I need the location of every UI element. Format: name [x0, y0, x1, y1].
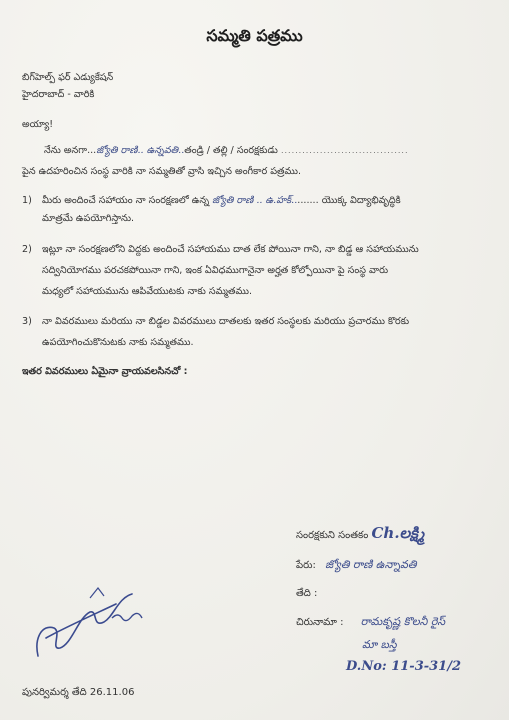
- point-2-line-1: [22, 244, 419, 257]
- recipient-line-2: హైదరాబాద్ - వారికి: [22, 89, 95, 100]
- review-date-value: 26.11.06: [89, 687, 135, 698]
- guardian-address-line-3: D.No: 11-3-31/2: [346, 659, 462, 674]
- intro-dots: ....................................: [280, 146, 409, 155]
- point-3-line-1: [22, 316, 409, 329]
- guardian-name-value: జ్యోతి రాణి ఉన్నావతి: [325, 558, 417, 571]
- guardian-signature-label: సంరక్షకుని సంతకం: [296, 530, 369, 541]
- salutation: అయ్యా!: [22, 119, 54, 130]
- recipient-line-1: బిగ్‌హెల్ప్ ఫర్ ఎడ్యుకేషన్: [22, 72, 114, 83]
- intro-prefix: నేను అనగా...: [44, 145, 97, 156]
- point-2-line-3: మధ్యలో సహాయమును ఆపివేయుటకు నాకు సమ్మతము.: [42, 286, 253, 297]
- point-1-text-post: ....... యొక్క విద్యాభివృద్ధికి: [297, 195, 401, 206]
- intro-line: [44, 145, 409, 158]
- guardian-date-label: తేది :: [296, 588, 318, 599]
- point-2-text-1: ఇట్లూ నా సంరక్షణలోని విద్దకు అందించే సహాయము దాత లేక పోయినా గాని, నా బిడ్డ ఆ సహాయమును: [42, 244, 419, 255]
- point-3-number: 3): [22, 316, 32, 327]
- guardian-address-line-2: మా బస్తీ: [362, 638, 397, 651]
- intro-relation: తండ్రి / తల్లి / సంరక్షకుడు: [184, 145, 278, 156]
- guardian-address-label: చిరునామా :: [296, 617, 344, 628]
- point-2-line-2: సద్వినియోగము పరచకపోయినా గాని, ఇంక ఏవిధముగానైనా అర్హత కోల్పోయినా పై సంస్థ వారు: [42, 265, 389, 276]
- review-date-row: [22, 686, 134, 700]
- point-1-number: 1): [22, 195, 32, 206]
- intro-line-2: పైన ఉదహరించిన సంస్థ వారికి నా సమ్మతితో వ్రాసి ఇచ్చిన అంగీకార పత్రము.: [22, 166, 302, 177]
- guardian-signature-row: [296, 524, 424, 546]
- page-title: సమ్మతి పత్రము: [206, 26, 303, 45]
- guardian-name-row: [296, 558, 416, 574]
- guardian-address-line-1: రామకృష్ణ కొలనీ రైస్: [360, 615, 446, 628]
- guardian-name-label: పేరు:: [296, 560, 316, 571]
- point-3-text-1: నా వివరములు మరియు నా బిడ్డల వివరములు దాతలకు ఇతర సంస్థలకు మరియు ప్రచారము కొరకు: [42, 316, 410, 327]
- point-1-line-1: [22, 195, 401, 208]
- intro-handwritten-name: జ్యోతి రాణి.. ఉన్నవ‌తి..: [96, 145, 185, 156]
- point-1-line-2: మాత్రమే ఉపయోగిస్తాను.: [42, 213, 135, 224]
- review-date-label: పునర్విమర్శ తేది: [22, 687, 87, 698]
- official-signature: [20, 568, 160, 668]
- point-1-text-pre: మీరు అందించే సహాయం నా సంరక్షణలో ఉన్న: [42, 195, 210, 206]
- point-3-line-2: ఉపయోగించుకొనుటకు నాకు సమ్మతము.: [42, 337, 194, 348]
- guardian-address-row: [296, 615, 445, 631]
- other-details-label: ఇతర వివరములు ఏమైనా వ్రాయవలసినచో :: [22, 366, 188, 377]
- guardian-signature: Ch.లక్ష్మి: [371, 524, 425, 542]
- point-2-number: 2): [22, 244, 32, 255]
- point-1-handwritten-name: జ్యోతి రాణి .. ఉ.హక్..: [212, 195, 298, 206]
